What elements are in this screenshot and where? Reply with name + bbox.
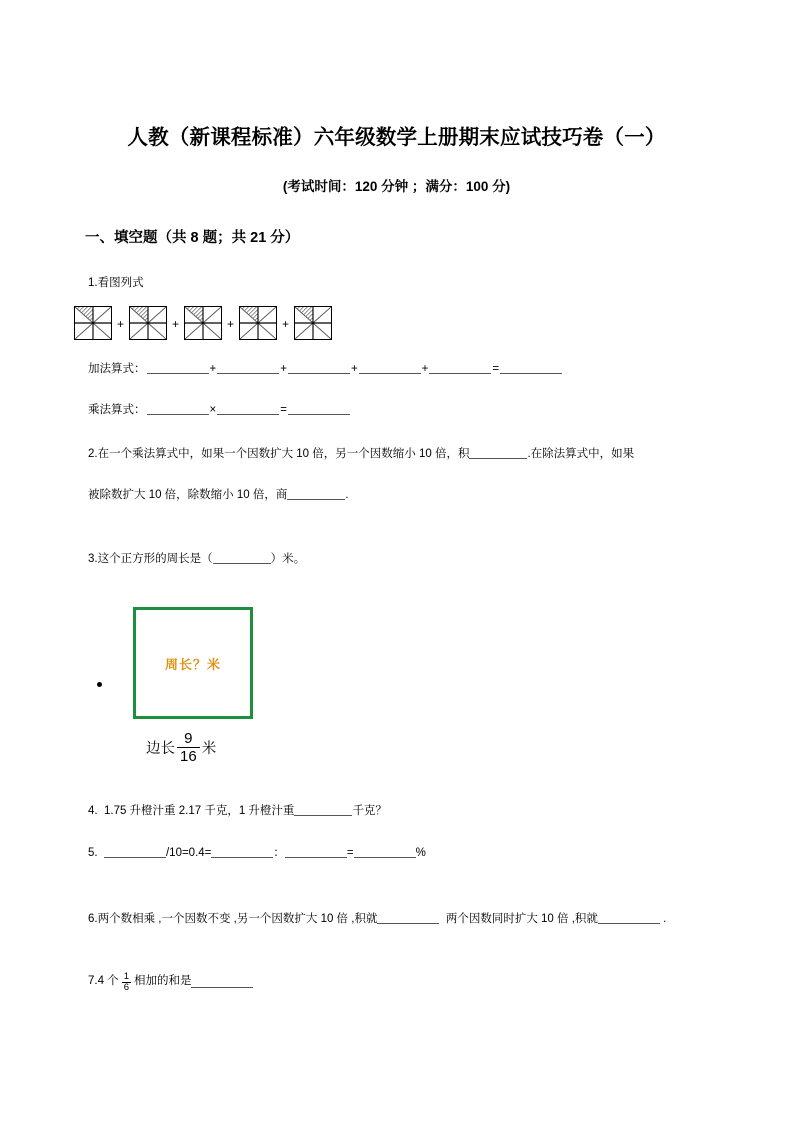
question-6-prompt: [88, 911, 666, 928]
multiplication-blank-2[interactable]: [217, 403, 279, 415]
side-length-prefix: 边长: [146, 741, 175, 757]
section-heading-fill-in-blanks: 一、填空题（共 8 题；共 21 分）: [85, 230, 300, 246]
question-6-blank-2[interactable]: [598, 912, 660, 924]
figure-plus-operator: +: [282, 317, 290, 331]
question-7-number: 7.: [88, 975, 98, 988]
question-2-text-b: .在除法算式中，如果: [527, 448, 635, 460]
addition-plus-1: +: [209, 363, 217, 375]
question-3-text-a: 这个正方形的周长是（: [97, 553, 213, 565]
question-3-prompt: [88, 551, 305, 568]
question-2-text-a: 在一个乘法算式中，如果一个因数扩大 10 倍，另一个因数缩小 10 倍，积: [97, 448, 470, 460]
question-5-blank-3[interactable]: [285, 846, 347, 858]
question-4-blank[interactable]: [294, 804, 352, 816]
question-6-text-c: .: [663, 913, 667, 925]
page-title: 人教（新课程标准）六年级数学上册期末应试技巧卷（一）: [127, 126, 666, 149]
addition-equals: =: [492, 363, 500, 375]
fraction-numerator: 1: [123, 971, 129, 982]
question-5-blank-4[interactable]: [354, 846, 416, 858]
question-4-prompt: [88, 803, 387, 820]
question-3-text-b: ）米。: [270, 553, 306, 565]
multiplication-formula-label: 乘法算式：: [88, 404, 146, 416]
question-5-blank-2[interactable]: [211, 846, 273, 858]
question-3-blank[interactable]: [213, 552, 271, 564]
multiplication-formula-line: [88, 401, 351, 417]
question-1-text: 看图列式: [97, 277, 144, 289]
question-5-text-d: %: [415, 847, 426, 859]
question-2-text-d: .: [345, 489, 349, 501]
multiplication-equals: =: [280, 404, 287, 416]
question-5-text-b: ：: [273, 847, 285, 859]
question-5-text-c: =: [346, 847, 354, 859]
question-6-blank-1[interactable]: [377, 912, 439, 924]
perimeter-square-diagram: [133, 607, 253, 719]
question-6-text-a: 两个数相乘 ,一个因数不变 ,另一个因数扩大 10 倍 ,积就: [97, 913, 378, 925]
question-7-blank[interactable]: [191, 976, 253, 988]
addition-blank-3[interactable]: [288, 362, 350, 374]
hatched-square-figure: [129, 306, 167, 340]
question-7-prompt: [88, 972, 253, 992]
question-7-text-b: 相加的和是: [133, 975, 192, 988]
fraction-numerator: 9: [184, 730, 193, 747]
addition-plus-4: +: [421, 363, 429, 375]
question-4-text-b: 千克？: [352, 805, 387, 817]
question-1-number: 1.: [88, 277, 98, 289]
question-2-number: 2.: [88, 448, 98, 460]
question-1-prompt: [88, 275, 144, 292]
hatched-square-figure: [74, 306, 112, 340]
side-length-fraction: [177, 731, 200, 764]
square-side-length-label: [146, 731, 216, 764]
multiplication-times: ×: [209, 404, 217, 416]
question-6-text-b: 两个因数同时扩大 10 倍 ,积就: [445, 913, 598, 925]
question-3-number: 3.: [88, 553, 98, 565]
question-2-line-2: [88, 487, 349, 504]
question-2-blank-1[interactable]: [469, 447, 527, 459]
question-5-number: 5.: [88, 847, 98, 859]
question-5-text-a: /10=0.4=: [165, 847, 212, 859]
question-2-blank-2[interactable]: [287, 488, 345, 500]
question-4-text-a: 1.75 升橙汁重 2.17 千克，1 升橙汁重: [103, 805, 295, 817]
question-5-blank-1[interactable]: [104, 846, 166, 858]
fraction-denominator: 6: [123, 981, 129, 993]
exam-info-subtitle: (考试时间：120 分钟 ；满分：100 分): [282, 179, 511, 194]
fraction-denominator: 16: [177, 747, 200, 764]
addition-blank-2[interactable]: [217, 362, 279, 374]
figure-plus-operator: +: [227, 317, 235, 331]
hatched-square-figure: [294, 306, 332, 340]
question-7-fraction: [122, 972, 131, 992]
hatched-square-figure: [184, 306, 222, 340]
multiplication-result-blank[interactable]: [288, 403, 350, 415]
question-2-line-1: [88, 446, 634, 463]
addition-formula-line: [88, 360, 563, 376]
side-length-unit: 米: [201, 741, 217, 757]
addition-plus-2: +: [280, 363, 287, 375]
question-6-number: 6.: [88, 913, 98, 925]
multiplication-blank-1[interactable]: [147, 403, 209, 415]
addition-blank-1[interactable]: [147, 362, 209, 374]
square-inner-label: 周长？米: [164, 657, 221, 672]
addition-plus-3: +: [350, 363, 358, 375]
question-7-text-a: 4 个: [97, 975, 119, 988]
hatched-square-figure: [239, 306, 277, 340]
addition-blank-4[interactable]: [359, 362, 421, 374]
list-bullet: [97, 682, 102, 687]
question-1-figure-row: [74, 306, 332, 340]
question-5-prompt: [88, 845, 426, 862]
addition-formula-label: 加法算式：: [88, 363, 146, 375]
question-2-text-c: 被除数扩大 10 倍，除数缩小 10 倍，商: [88, 489, 288, 501]
figure-plus-operator: +: [172, 317, 180, 331]
addition-blank-5[interactable]: [429, 362, 491, 374]
addition-result-blank[interactable]: [500, 362, 562, 374]
question-4-number: 4.: [88, 805, 98, 817]
figure-plus-operator: +: [117, 317, 125, 331]
